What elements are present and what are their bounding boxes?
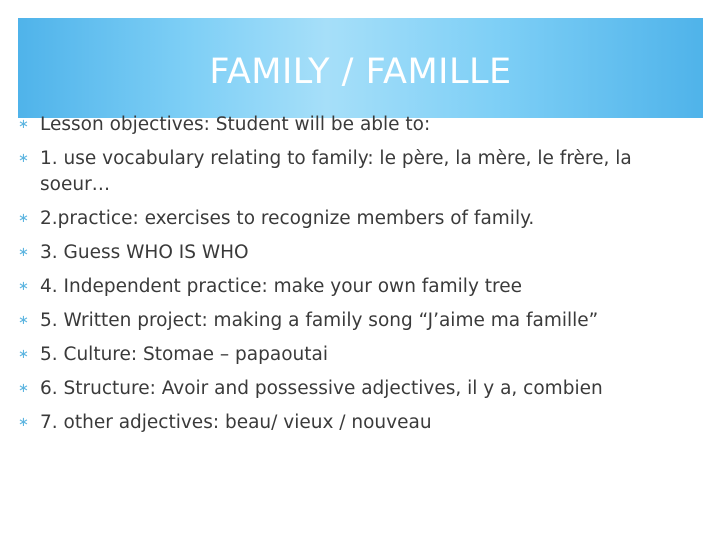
list-item-text: Lesson objectives: Student will be able to: xyxy=(40,114,431,135)
asterisk-bullet-icon: ∗ xyxy=(18,313,29,328)
list-item-text: 5. Written project: making a family song “J’aime ma famille” xyxy=(40,310,599,331)
asterisk-bullet-icon: ∗ xyxy=(18,279,29,294)
list-item xyxy=(18,376,698,402)
list-item-text: 1. use vocabulary relating to family: le père, la mère, le frère, la soeur… xyxy=(40,148,632,195)
list-item xyxy=(18,240,698,266)
list-item-text: 2.practice: exercises to recognize members of family. xyxy=(40,208,535,229)
list-item xyxy=(18,342,698,368)
asterisk-bullet-icon: ∗ xyxy=(18,381,29,396)
list-item-text: 5. Culture: Stomae – papaoutai xyxy=(40,344,328,365)
asterisk-bullet-icon: ∗ xyxy=(18,211,29,226)
list-item-text: 7. other adjectives: beau/ vieux / nouveau xyxy=(40,412,432,433)
slide-title: FAMILY / FAMILLE xyxy=(209,52,512,92)
list-item xyxy=(18,274,698,300)
asterisk-bullet-icon: ∗ xyxy=(18,347,29,362)
list-item xyxy=(18,206,698,232)
asterisk-bullet-icon: ∗ xyxy=(18,415,29,430)
objectives-list xyxy=(18,112,698,444)
list-item-text: 4. Independent practice: make your own family tree xyxy=(40,276,522,297)
list-item-text: 6. Structure: Avoir and possessive adjectives, il y a, combien xyxy=(40,378,603,399)
list-item xyxy=(18,112,698,138)
list-item xyxy=(18,146,698,198)
asterisk-bullet-icon: ∗ xyxy=(18,151,29,166)
list-item-text: 3. Guess WHO IS WHO xyxy=(40,242,249,263)
asterisk-bullet-icon: ∗ xyxy=(18,245,29,260)
list-item xyxy=(18,308,698,334)
list-item xyxy=(18,410,698,436)
asterisk-bullet-icon: ∗ xyxy=(18,117,29,132)
